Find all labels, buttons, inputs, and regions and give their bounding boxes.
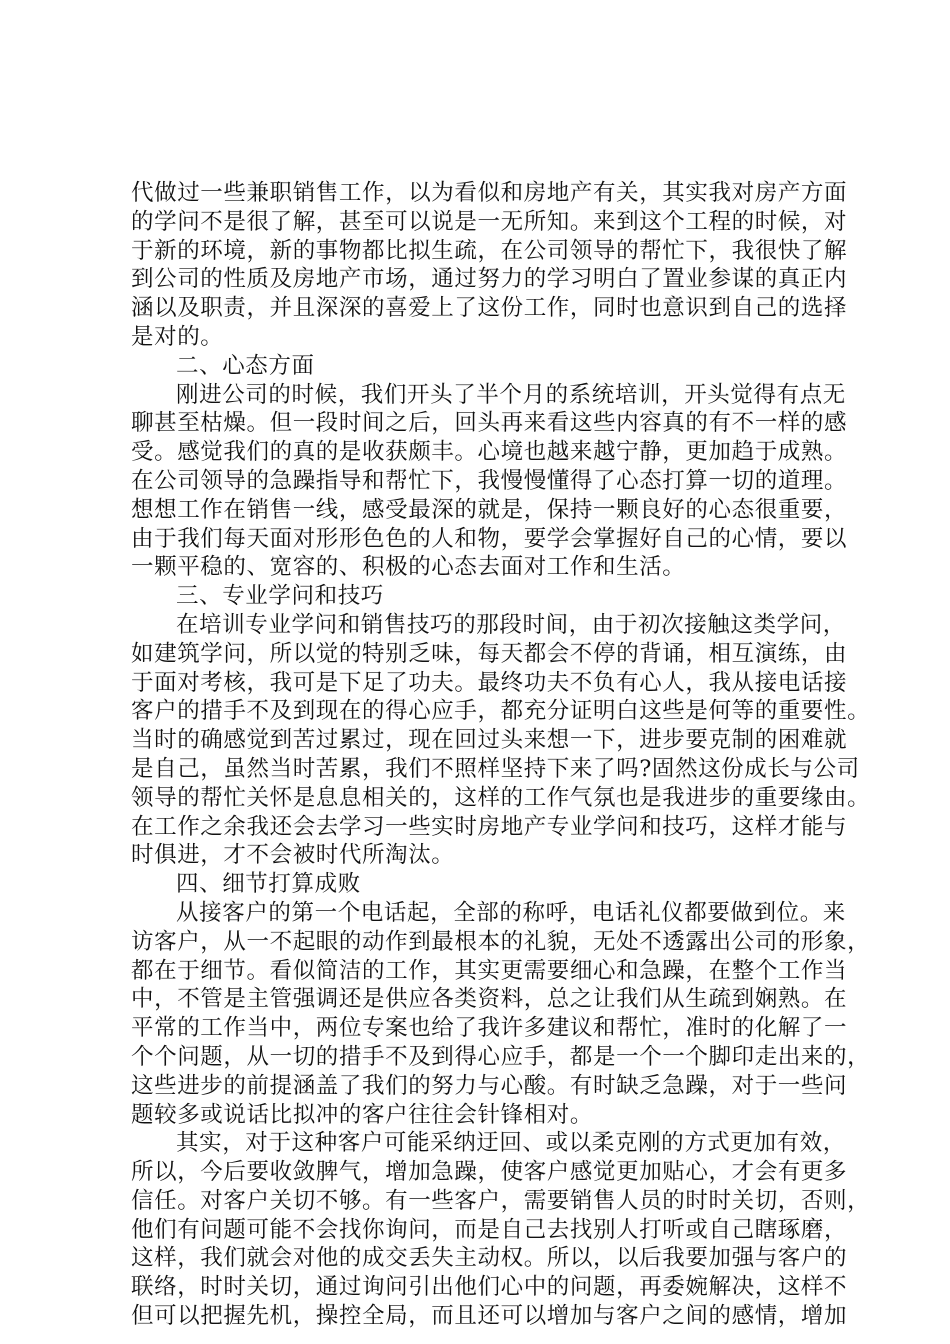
text-line: 聊甚至枯燥。但一段时间之后，回头再来看这些内容真的有不一样的感: [131, 410, 848, 437]
text-line: 从接客户的第一个电话起，全部的称呼，电话礼仪都要做到位。来: [176, 899, 846, 926]
text-line: 是自己，虽然当时苦累，我们不照样坚持下来了吗?固然这份成长与公司: [131, 755, 860, 782]
text-line: 在培训专业学问和销售技巧的那段时间，由于初次接触这类学问，: [176, 611, 846, 638]
text-line: 一颗平稳的、宽容的、积极的心态去面对工作和生活。: [131, 554, 686, 581]
text-line: 个个问题，从一切的措手不及到得心应手，都是一个一个脚印走出来的，: [131, 1043, 871, 1070]
text-line: 客户的措手不及到现在的得心应手，都充分证明白这些是何等的重要性。: [131, 698, 871, 725]
text-line: 受。感觉我们的真的是收获颇丰。心境也越来越宁静，更加趋于成熟。: [131, 439, 848, 466]
text-line: 这些进步的前提涵盖了我们的努力与心酸。有时缺乏急躁，对于一些问: [131, 1072, 848, 1099]
text-line: 都在于细节。看似简洁的工作，其实更需要细心和急躁，在整个工作当: [131, 957, 848, 984]
text-line: 如建筑学问，所以觉的特别乏味，每天都会不停的背诵，相互演练，由: [131, 640, 848, 667]
text-line: 想想工作在销售一线，感受最深的就是，保持一颗良好的心态很重要，: [131, 496, 848, 523]
text-line: 其实，对于这种客户可能采纳迂回、或以柔克刚的方式更加有效，: [176, 1130, 846, 1157]
document-body: [131, 179, 871, 1331]
text-line: 于新的环境，新的事物都比拟生疏，在公司领导的帮忙下，我很快了解: [131, 237, 848, 264]
text-line: 题较多或说话比拟冲的客户往往会针锋相对。: [131, 1101, 594, 1128]
text-line: 于面对考核，我可是下足了功夫。最终功夫不负有心人，我从接电话接: [131, 669, 848, 696]
text-line: 这样，我们就会对他的成交丢失主动权。所以，以后我要加强与客户的: [131, 1245, 848, 1272]
text-line: 到公司的性质及房地产市场，通过努力的学习明白了置业参谋的真正内: [131, 266, 848, 293]
text-line: 的学问不是很了解，甚至可以说是一无所知。来到这个工程的时候，对: [131, 208, 848, 235]
text-line: 三、专业学问和技巧: [176, 583, 384, 610]
text-line: 当时的确感觉到苦过累过，现在回过头来想一下，进步要克制的困难就: [131, 727, 848, 754]
text-line: 平常的工作当中，两位专案也给了我许多建议和帮忙，准时的化解了一: [131, 1015, 848, 1042]
text-line: 他们有问题可能不会找你询问，而是自己去找别人打听或自己瞎琢磨，: [131, 1216, 848, 1243]
text-line: 是对的。: [131, 323, 224, 350]
text-line: 刚进公司的时候，我们开头了半个月的系统培训，开头觉得有点无: [176, 381, 846, 408]
text-line: 访客户，从一不起眼的动作到最根本的礼貌，无处不透露出公司的形象，: [131, 928, 871, 955]
text-line: 涵以及职责，并且深深的喜爱上了这份工作，同时也意识到自己的选择: [131, 295, 848, 322]
text-line: 时俱进，才不会被时代所淘汰。: [131, 842, 455, 869]
text-line: 但可以把握先机，操控全局，而且还可以增加与客户之间的感情，增加: [131, 1303, 848, 1330]
text-line: 四、细节打算成败: [176, 871, 361, 898]
text-line: 由于我们每天面对形形色色的人和物，要学会掌握好自己的心情，要以: [131, 525, 848, 552]
text-line: 联络，时时关切，通过询问引出他们心中的问题，再委婉解决，这样不: [131, 1274, 848, 1301]
text-line: 所以，今后要收敛脾气，增加急躁，使客户感觉更加贴心，才会有更多: [131, 1159, 848, 1186]
text-line: 二、心态方面: [176, 352, 315, 379]
text-line: 信任。对客户关切不够。有一些客户，需要销售人员的时时关切，否则，: [131, 1187, 871, 1214]
text-line: 领导的帮忙关怀是息息相关的，这样的工作气氛也是我进步的重要缘由。: [131, 784, 871, 811]
text-line: 在工作之余我还会去学习一些实时房地产专业学问和技巧，这样才能与: [131, 813, 848, 840]
text-line: 在公司领导的急躁指导和帮忙下，我慢慢懂得了心态打算一切的道理。: [131, 467, 848, 494]
text-line: 代做过一些兼职销售工作，以为看似和房地产有关，其实我对房产方面: [131, 180, 848, 206]
text-line: 中，不管是主管强调还是供应各类资料，总之让我们从生疏到娴熟。在: [131, 986, 848, 1013]
